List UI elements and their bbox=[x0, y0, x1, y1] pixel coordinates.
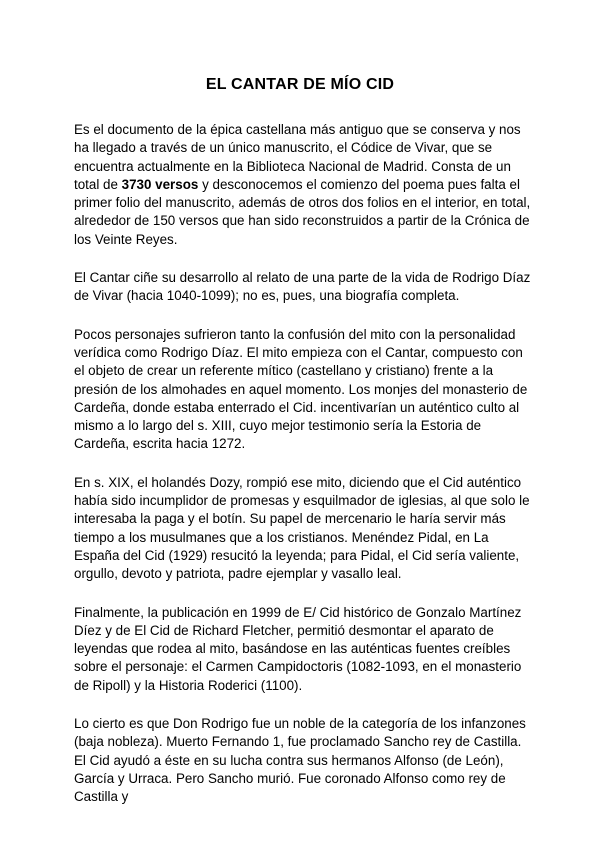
paragraph-1-text-after: y desconocemos el comienzo del poema pues falta el primer folio del manuscrito, además de otros dos folios en el interior, en total, alrededor de 150 versos que han sido reconstruidos a partir de la Crónica de los Veinte Reyes. bbox=[74, 176, 531, 247]
paragraph-5: Finalmente, la publicación en 1999 de E/ Cid histórico de Gonzalo Martínez Díez y de El Cid de Richard Fletcher, permitió desmontar el aparato de leyendas que rodea al mito, basándose en las auténticas fuentes creíbles sobre el personaje: el Carmen Campidoctoris (1082-1093, en el monasterio de Ripoll) y la Historia Roderici (1100). bbox=[74, 604, 522, 693]
verse-count-bold: 3730 versos bbox=[121, 176, 199, 192]
paragraph-6: Lo cierto es que Don Rodrigo fue un noble de la categoría de los infanzones (baja nobleza). Muerto Fernando 1, fue proclamado Sancho rey de Castilla. El Cid ayudó a éste en su lucha contra sus hermanos Alfonso (de León), García y Urraca. Pero Sancho murió. Fue coronado Alfonso como rey de Castilla y bbox=[74, 716, 526, 805]
paragraph-4: En s. XIX, el holandés Dozy, rompió ese mito, diciendo que el Cid auténtico había sido incumplidor de promesas y esquilmador de iglesias, al que solo le interesaba la paga y el botín. Su papel de mercenario le haría servir más tiempo a los musulmanes que a los cristianos. Menéndez Pidal, en La España del Cid (1929) resucitó la leyenda; para Pidal, el Cid sería valiente, orgullo, devoto y patriota, padre ejemplar y vasallo leal. bbox=[74, 474, 530, 582]
paragraph-1-text-before: Es el documento de la épica castellana más antiguo que se conserva y nos ha llegado a través de un único manuscrito, el Códice de Vivar, que se encuentra actualmente en la Biblioteca Nacional de Madrid. Consta de un total de bbox=[74, 122, 521, 192]
paragraph-2: El Cantar ciñe su desarrollo al relato de una parte de la vida de Rodrigo Díaz de Vivar (hacia 1040-1099); no es, pues, una biografía completa. bbox=[74, 270, 531, 304]
document-title: EL CANTAR DE MÍO CID bbox=[205, 76, 395, 93]
document-body bbox=[74, 121, 536, 827]
paragraph-1 bbox=[74, 121, 536, 249]
paragraph-3: Pocos personajes sufrieron tanto la confusión del mito con la personalidad verídica como Rodrigo Díaz. El mito empieza con el Cantar, compuesto con el objeto de crear un referente mítico (castellano y cristiano) frente a la presión de los almohades en aquel momento. Los monjes del monasterio de Cardeña, donde estaba enterrado el Cid. incentivarían un auténtico culto al mismo a lo largo del s. XIII, cuyo mejor testimonio sería la Estoria de Cardeña, escrita hacia 1272. bbox=[74, 326, 528, 452]
